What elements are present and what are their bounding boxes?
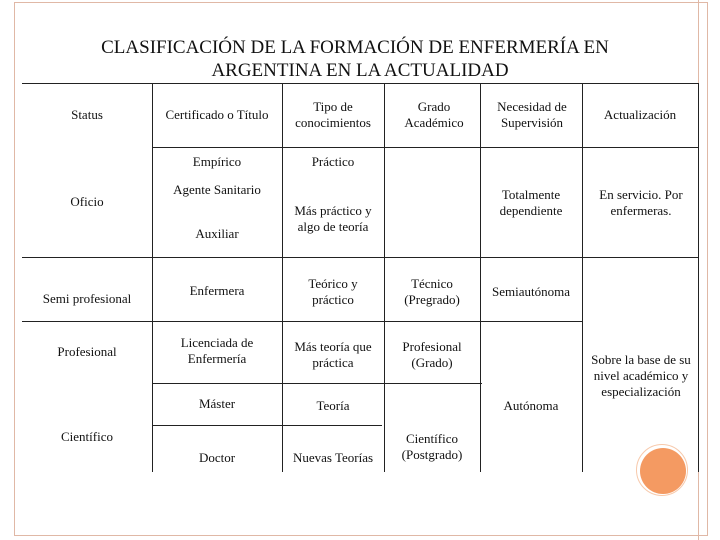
cert-master: Máster bbox=[198, 396, 236, 411]
classification-table bbox=[22, 83, 698, 472]
tipo-practico: Práctico bbox=[311, 154, 355, 169]
header-actualizacion: Actualización bbox=[603, 107, 677, 122]
header-bottom-line bbox=[152, 147, 698, 148]
status-cientifico: Científico bbox=[61, 429, 113, 444]
title-line-1: CLASIFICACIÓN DE LA FORMACIÓN DE ENFERMERÍA EN bbox=[101, 37, 609, 58]
page-title bbox=[40, 36, 680, 82]
tipo-teoria: Teoría bbox=[316, 398, 350, 413]
cert-doctor: Doctor bbox=[198, 450, 236, 465]
header-tipo: Tipo de conocimientos bbox=[295, 99, 371, 130]
act-sobre-la-base: Sobre la base de su nivel académico y especialización bbox=[591, 352, 691, 399]
status-oficio: Oficio bbox=[70, 194, 104, 209]
master-bottom-line bbox=[152, 425, 382, 426]
status-semi-profesional: Semi profesional bbox=[42, 291, 132, 306]
grado-profesional: Profesional (Grado) bbox=[402, 339, 462, 370]
decorative-circle bbox=[640, 448, 686, 494]
licenciada-bottom-line bbox=[152, 383, 482, 384]
grado-cientifico: Científico (Postgrado) bbox=[401, 431, 463, 462]
act-en-servicio: En servicio. Por enfermeras. bbox=[599, 187, 683, 218]
cert-enfermera: Enfermera bbox=[189, 283, 245, 298]
cert-auxiliar: Auxiliar bbox=[195, 226, 239, 241]
cert-licenciada: Licenciada de Enfermería bbox=[180, 335, 254, 366]
status-profesional: Profesional bbox=[57, 344, 117, 359]
oficio-bottom-line bbox=[22, 257, 698, 258]
tipo-mas-practico: Más práctico y algo de teoría bbox=[294, 203, 372, 234]
cert-empirico: Empírico bbox=[192, 154, 242, 169]
table-right-border bbox=[698, 83, 699, 472]
header-certificado: Certificado o Título bbox=[165, 107, 269, 122]
header-status: Status bbox=[71, 107, 103, 122]
tipo-mas-teoria: Más teoría que práctica bbox=[294, 339, 372, 370]
title-line-2: ARGENTINA EN LA ACTUALIDAD bbox=[211, 60, 509, 81]
cert-agente-sanitario: Agente Sanitario bbox=[173, 182, 261, 197]
header-grado: Grado Académico bbox=[404, 99, 464, 130]
tipo-teorico-practico: Teórico y práctico bbox=[308, 276, 358, 307]
tipo-nuevas-teorias: Nuevas Teorías bbox=[292, 450, 374, 465]
header-necesidad: Necesidad de Supervisión bbox=[497, 99, 567, 130]
sup-semiautonoma: Semiautónoma bbox=[492, 284, 570, 299]
sup-dependiente: Totalmente dependiente bbox=[499, 187, 563, 218]
sup-autonoma: Autónoma bbox=[503, 398, 559, 413]
grado-tecnico: Técnico (Pregrado) bbox=[404, 276, 460, 307]
